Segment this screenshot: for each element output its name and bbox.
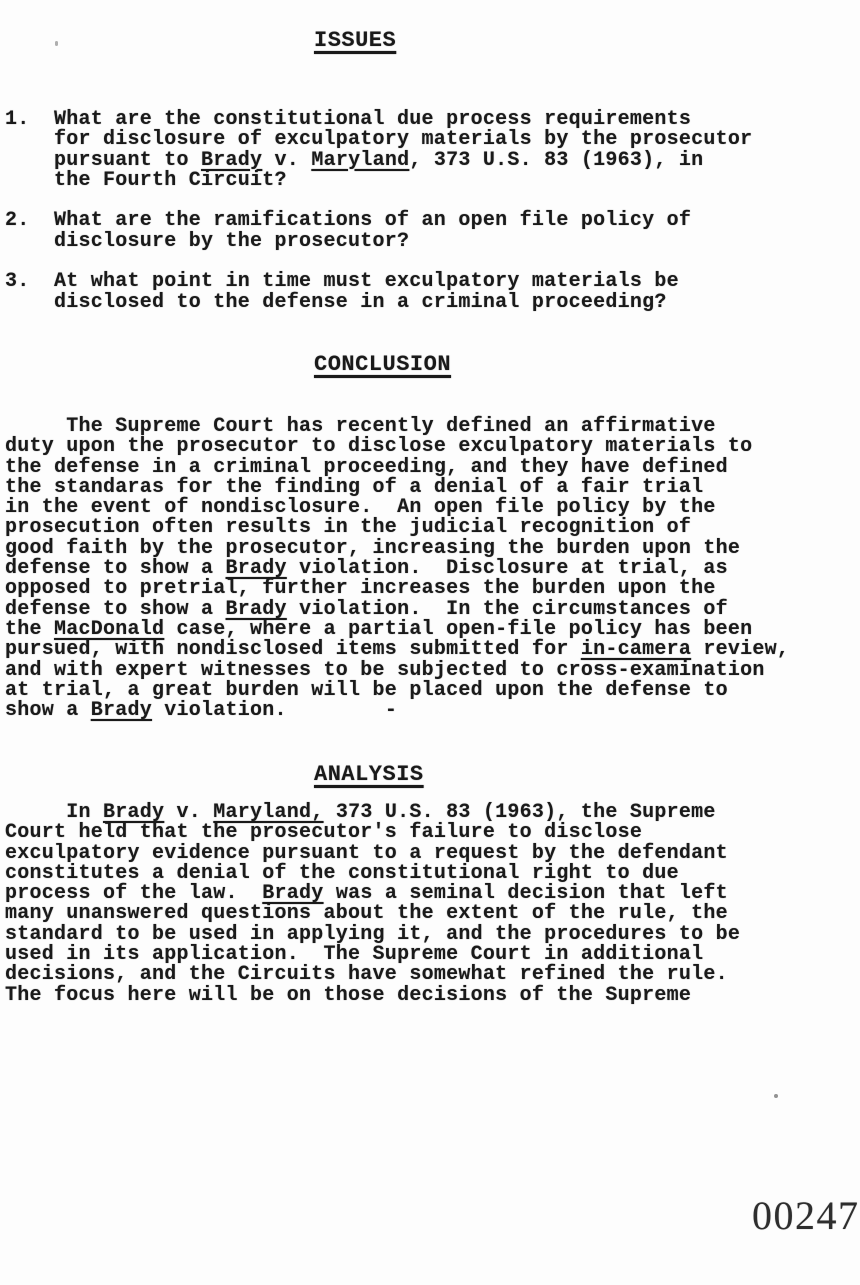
text-segment: decisions, and the Circuits have somewhat refined the rule. (5, 963, 728, 987)
issue-text (54, 272, 679, 313)
underlined-text: Brady (262, 882, 324, 906)
text-segment: many unanswered questions about the extent of the rule, the (5, 902, 728, 926)
text-line (5, 518, 789, 538)
underlined-text: Maryland, (213, 801, 324, 824)
text-segment: defense to show a (5, 557, 226, 581)
text-line (5, 597, 789, 621)
text-segment: What are the constitutional due process requirements (54, 108, 692, 131)
issue-number: 3. (5, 270, 30, 294)
text-segment: constitutes a denial of the constitutional right to due (5, 861, 679, 885)
issue-item (5, 272, 752, 313)
text-line (5, 965, 740, 985)
underlined-text: Brady (103, 801, 165, 824)
text-line (5, 823, 740, 843)
text-segment: the Fourth Circuit? (54, 168, 287, 192)
text-line (54, 272, 679, 292)
text-segment: the (5, 617, 55, 641)
text-line (5, 658, 789, 682)
text-line (54, 130, 752, 150)
issue-item (5, 110, 752, 191)
text-line (54, 229, 691, 253)
text-segment: disclosure by the prosecutor? (54, 229, 410, 253)
text-segment: the defense in a criminal proceeding, and they have defined (5, 455, 728, 479)
issue-number: 2. (5, 209, 30, 233)
issue-text (54, 211, 691, 252)
text-segment: was a seminal decision that left (323, 882, 728, 906)
text-segment: disclosed to the defense in a criminal proceeding? (54, 290, 667, 314)
underlined-text: Maryland (311, 148, 410, 172)
text-segment: v. (164, 801, 214, 824)
text-segment: - (286, 699, 398, 723)
text-segment: violation. (152, 699, 287, 723)
text-segment: The focus here will be on those decisions of the Supreme (5, 983, 692, 1007)
text-segment: and with expert witnesses to be subjected to cross-examination (5, 658, 765, 682)
text-segment: good faith by the prosecutor, increasing the burden upon the (5, 536, 741, 560)
text-line (5, 983, 740, 1007)
section-heading-analysis: ANALYSIS (314, 762, 424, 787)
text-segment: pursuant to (54, 148, 202, 172)
text-segment: review, (691, 638, 790, 662)
text-segment: The Supreme Court has recently defined an affirmative (5, 415, 716, 438)
text-segment: , 373 U.S. 83 (1963), in (409, 148, 704, 172)
text-segment: v. (262, 148, 312, 172)
section-heading-issues: ISSUES (314, 28, 397, 53)
text-segment: violation. Disclosure at trial, as (286, 557, 728, 581)
text-segment: at trial, a great burden will be placed upon the defense to (5, 678, 728, 702)
text-line (5, 701, 789, 721)
text-segment: In (5, 801, 104, 824)
underlined-text: Brady (225, 557, 287, 581)
issue-item (5, 211, 752, 252)
text-segment: used in its application. The Supreme Court in additional (5, 943, 704, 967)
text-segment: opposed to pretrial, further increases the burden upon the (5, 577, 716, 601)
bates-number-stamp: 00247 (752, 1193, 860, 1238)
section-heading-conclusion: CONCLUSION (314, 352, 452, 377)
text-segment: What are the ramifications of an open file policy of (54, 209, 692, 233)
underlined-text: Brady (225, 597, 287, 621)
text-line (5, 437, 789, 457)
text-segment: case, where a partial open-file policy has been (164, 617, 753, 641)
scan-artifact-speck (55, 41, 58, 46)
text-line (54, 211, 691, 231)
text-line (5, 455, 789, 479)
underlined-text: MacDonald (54, 617, 165, 641)
text-segment: prosecution often results in the judicial recognition of (5, 516, 692, 540)
text-segment: Court held that the prosecutor's failure to disclose (5, 821, 643, 845)
text-line (54, 290, 679, 314)
issues-numbered-list (5, 110, 752, 313)
issue-text (54, 110, 752, 191)
text-segment: defense to show a (5, 597, 226, 621)
underlined-text: Brady (201, 148, 263, 172)
text-segment: At what point in time must exculpatory materials be (54, 270, 679, 294)
text-segment: in the event of nondisclosure. An open file policy by the (5, 496, 716, 520)
text-line (54, 168, 752, 192)
underlined-text: in-camera (580, 638, 692, 662)
scan-artifact-speck (774, 1094, 778, 1098)
text-segment: violation. In the circumstances of (286, 597, 728, 621)
issue-number: 1. (5, 108, 30, 131)
text-segment: duty upon the prosecutor to disclose exculpatory materials to (5, 435, 753, 459)
analysis-paragraph (5, 803, 740, 1006)
text-segment: standard to be used in applying it, and the procedures to be (5, 922, 741, 946)
text-line (5, 640, 789, 660)
text-segment: pursued, with nondisclosed items submitted for (5, 638, 581, 662)
conclusion-paragraph (5, 417, 789, 721)
text-line (5, 579, 789, 599)
text-segment: the standaras for the finding of a denial of a fair trial (5, 475, 704, 499)
text-segment: 373 U.S. 83 (1963), the Supreme (323, 801, 716, 824)
text-segment: for disclosure of exculpatory materials by the prosecutor (54, 128, 753, 152)
text-segment: process of the law. (5, 882, 263, 906)
text-segment: show a (5, 699, 91, 723)
underlined-text: Brady (90, 699, 153, 723)
text-line (5, 841, 740, 865)
text-line (5, 904, 740, 924)
text-line (54, 148, 752, 172)
text-segment: exculpatory evidence pursuant to a request by the defendant (5, 841, 728, 865)
